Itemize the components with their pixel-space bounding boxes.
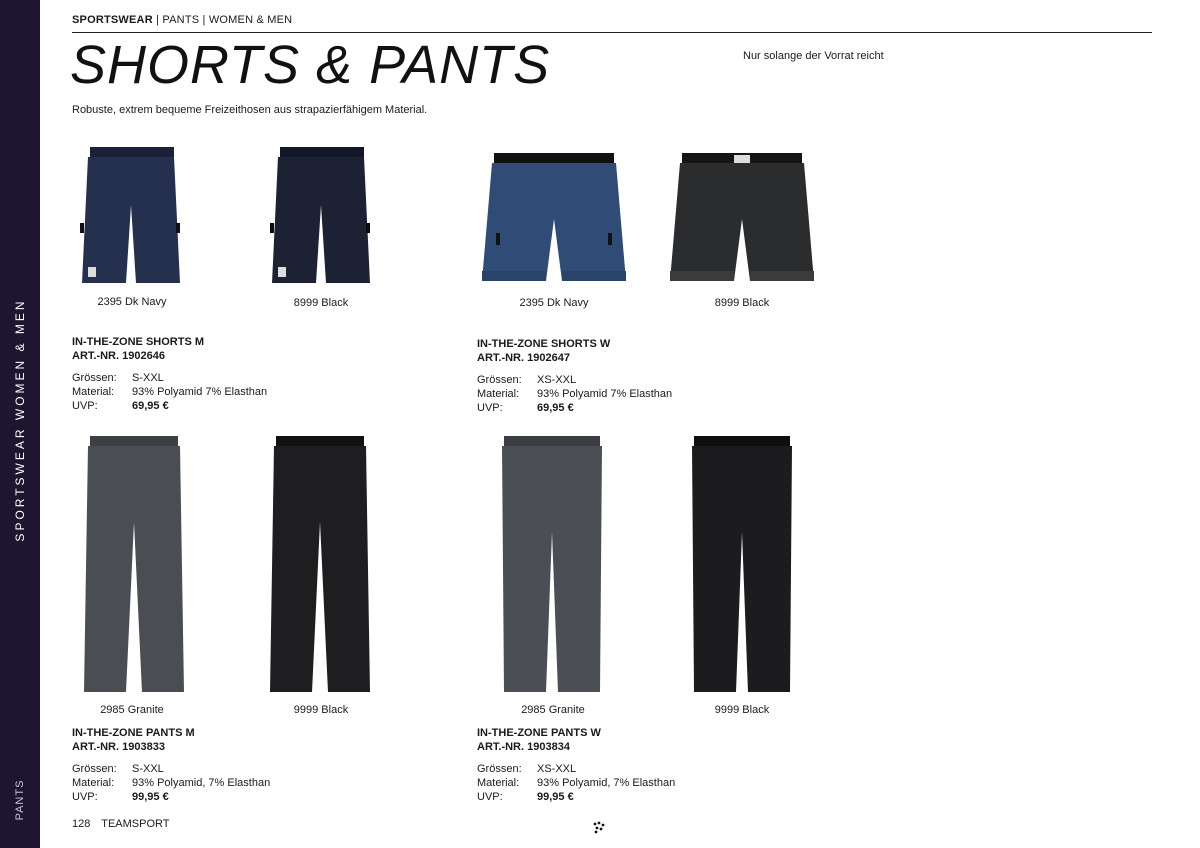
spec-value: S-XXL <box>132 763 164 775</box>
spec-key: UVP: <box>72 791 98 803</box>
footer-section: TEAMSPORT <box>101 818 170 830</box>
spec-key: UVP: <box>72 400 98 412</box>
spec-row <box>72 776 270 790</box>
spec-row <box>72 371 267 385</box>
spec-key: Grössen: <box>477 374 522 386</box>
variant-caption: 2395 Dk Navy <box>519 297 589 309</box>
variant-caption: 9999 Black <box>714 704 770 716</box>
spec-row <box>477 762 675 776</box>
price-value: 99,95 € <box>537 791 574 803</box>
page-title: SHORTS & PANTS <box>70 35 551 95</box>
price-value: 99,95 € <box>132 791 169 803</box>
spec-value: 93% Polyamid, 7% Elasthan <box>132 777 271 789</box>
spec-key: Material: <box>477 388 520 400</box>
price-value: 69,95 € <box>132 400 169 412</box>
waistband <box>90 147 174 157</box>
variant-caption: 2395 Dk Navy <box>97 296 167 308</box>
intro-text: Robuste, extrem bequeme Freizeithosen aus strapazierfähigem Material. <box>72 104 428 116</box>
page-number: 128 <box>72 818 91 830</box>
article-number: ART.-NR. 1903833 <box>72 741 165 753</box>
pants-m-granite-image <box>82 436 186 694</box>
product-name: IN-THE-ZONE PANTS M <box>72 727 195 739</box>
spec-row <box>477 373 672 387</box>
product-shorts-m <box>72 335 267 413</box>
pants-w-black-image <box>688 436 796 694</box>
spec-row <box>477 401 672 415</box>
shorts-m-navy-image <box>78 145 184 285</box>
shorts-m-black-image <box>268 145 374 285</box>
product-pants-w <box>477 726 675 804</box>
header-rule <box>72 32 1152 33</box>
spec-value: 93% Polyamid, 7% Elasthan <box>537 777 676 789</box>
spec-row <box>477 776 675 790</box>
pants-m-black-image <box>268 436 372 694</box>
price-value: 69,95 € <box>537 402 574 414</box>
spec-row <box>477 387 672 401</box>
variant-caption: 8999 Black <box>293 297 349 309</box>
product-name: IN-THE-ZONE SHORTS M <box>72 336 204 348</box>
sidebar-category-label: PANTS <box>14 779 26 821</box>
stock-note: Nur solange der Vorrat reicht <box>743 50 884 62</box>
spec-row <box>72 762 270 776</box>
spec-row <box>72 385 267 399</box>
spec-row <box>72 790 270 804</box>
sidebar-band <box>0 0 40 848</box>
page-footer <box>72 818 177 830</box>
product-pants-m <box>72 726 270 804</box>
spec-row <box>72 399 267 413</box>
spec-value: S-XXL <box>132 372 164 384</box>
breadcrumb <box>72 14 292 26</box>
variant-caption: 9999 Black <box>293 704 349 716</box>
sidebar-section-label: SPORTSWEAR WOMEN & MEN <box>13 298 27 542</box>
spec-key: UVP: <box>477 402 503 414</box>
variant-caption: 2985 Granite <box>100 704 164 716</box>
product-shorts-w <box>477 337 672 415</box>
spec-key: Grössen: <box>72 763 117 775</box>
spec-key: Material: <box>72 386 115 398</box>
garment-shape <box>82 157 180 283</box>
spec-row <box>477 790 675 804</box>
spec-key: Material: <box>477 777 520 789</box>
breadcrumb-rest: | PANTS | WOMEN & MEN <box>152 14 293 26</box>
article-number: ART.-NR. 1902647 <box>477 352 570 364</box>
shorts-w-black-image <box>668 153 816 287</box>
shorts-w-navy-image <box>480 153 628 287</box>
article-number: ART.-NR. 1903834 <box>477 741 570 753</box>
article-number: ART.-NR. 1902646 <box>72 350 165 362</box>
spec-value: XS-XXL <box>537 763 577 775</box>
breadcrumb-strong: SPORTSWEAR <box>72 14 153 26</box>
variant-caption: 2985 Granite <box>521 704 585 716</box>
spec-key: UVP: <box>477 791 503 803</box>
craft-logo-icon <box>592 820 606 834</box>
spec-key: Material: <box>72 777 115 789</box>
spec-key: Grössen: <box>72 372 117 384</box>
product-name: IN-THE-ZONE PANTS W <box>477 727 601 739</box>
spec-key: Grössen: <box>477 763 522 775</box>
spec-value: XS-XXL <box>537 374 577 386</box>
product-name: IN-THE-ZONE SHORTS W <box>477 338 611 350</box>
spec-value: 93% Polyamid 7% Elasthan <box>537 388 673 400</box>
spec-value: 93% Polyamid 7% Elasthan <box>132 386 268 398</box>
pants-w-granite-image <box>498 436 606 694</box>
variant-caption: 8999 Black <box>714 297 770 309</box>
